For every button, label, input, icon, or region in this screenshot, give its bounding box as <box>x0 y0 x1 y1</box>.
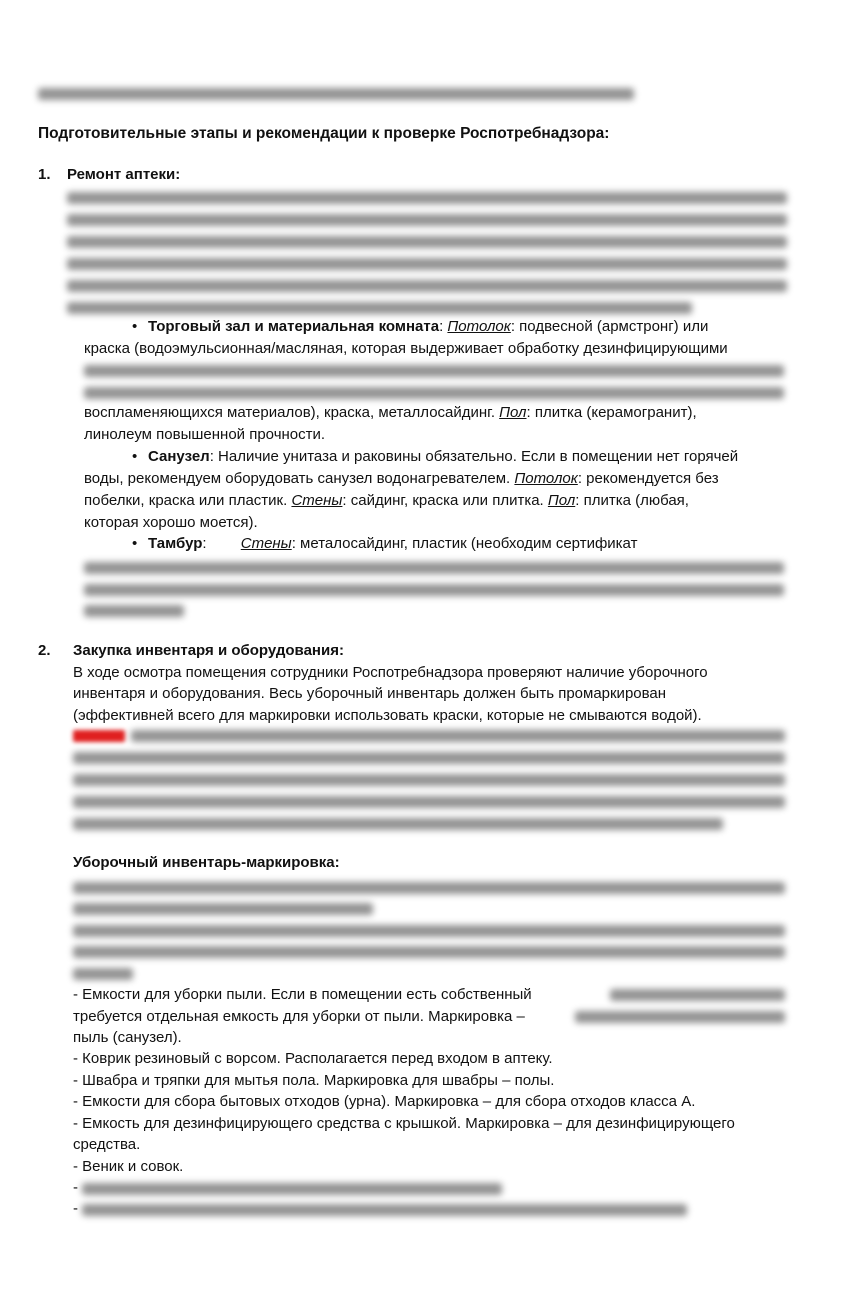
bullet-icon: • <box>132 448 138 465</box>
blurred-line <box>73 968 133 980</box>
blurred-line <box>84 584 784 596</box>
text-line: воспламеняющихся материалов), краска, металлосайдинг. Пол: плитка (керамогранит), <box>84 404 697 421</box>
bullet-trade-hall: • Торговый зал и материальная комната: Потолок: подвесной (армстронг) или <box>132 318 709 335</box>
list-item: требуется отдельная емкость для уборки от пыли. Маркировка – <box>73 1008 525 1025</box>
bullet-bathroom: • Санузел: Наличие унитаза и раковины обязательно. Если в помещении нет горячей <box>132 448 739 465</box>
list-item: средства. <box>73 1136 141 1153</box>
list-item: - Коврик резиновый с ворсом. Располагается перед входом в аптеку. <box>73 1050 553 1067</box>
blurred-header <box>38 88 634 100</box>
blurred-line <box>84 605 184 617</box>
text-line: которая хорошо моется). <box>84 514 258 531</box>
blurred-paragraph <box>67 192 787 314</box>
text-line: краска (водоэмульсионная/масляная, которая выдерживает обработку дезинфицирующими <box>84 340 728 357</box>
blurred-line <box>84 365 784 377</box>
section-2-heading: Закупка инвентаря и оборудования: <box>73 642 344 659</box>
text-line: линолеум повышенной прочности. <box>84 426 326 443</box>
section-2-number: 2. <box>38 642 51 659</box>
section-1-number: 1. <box>38 166 51 183</box>
blurred-note <box>73 730 785 830</box>
text-line: инвентаря и оборудования. Весь уборочный инвентарь должен быть промаркирован <box>73 685 667 702</box>
blurred-line <box>73 882 785 894</box>
list-item: - Швабра и тряпки для мытья пола. Маркировка для швабры – полы. <box>73 1072 555 1089</box>
doc-title: Подготовительные этапы и рекомендации к проверке Роспотребнадзора: <box>38 125 610 142</box>
blurred-fragment <box>610 989 785 1001</box>
blurred-line <box>73 925 785 937</box>
text-line: (эффективней всего для маркировки использовать краски, которые не смываются водой). <box>73 707 702 724</box>
list-item: - Емкости для уборки пыли. Если в помещении есть собственный <box>73 986 532 1003</box>
bullet-icon: • <box>132 535 138 552</box>
blurred-line <box>84 387 784 399</box>
list-item: пыль (санузел). <box>73 1029 182 1046</box>
list-item: - <box>73 1179 78 1196</box>
list-item: - <box>73 1200 78 1217</box>
highlight-marker <box>73 730 125 742</box>
blurred-line <box>73 903 373 915</box>
blurred-fragment <box>82 1183 502 1195</box>
list-item: - Емкости для сбора бытовых отходов (урна). Маркировка – для сбора отходов класса А. <box>73 1093 696 1110</box>
section-1-heading: Ремонт аптеки: <box>67 166 181 183</box>
blurred-fragment <box>82 1204 687 1216</box>
text-line: В ходе осмотра помещения сотрудники Роспотребнадзора проверяют наличие уборочного <box>73 664 708 681</box>
subheading-inventory: Уборочный инвентарь-маркировка: <box>73 854 340 871</box>
bullet-vestibule: • Тамбур: Стены: металосайдинг, пластик (необходим сертификат <box>132 535 638 552</box>
text-line: воды, рекомендуем оборудовать санузел водонагревателем. Потолок: рекомендуется без <box>84 470 719 487</box>
bullet-icon: • <box>132 318 138 335</box>
blurred-fragment <box>575 1011 785 1023</box>
text-line: побелки, краска или пластик. Стены: сайдинг, краска или плитка. Пол: плитка (любая, <box>84 492 689 509</box>
blurred-line <box>84 562 784 574</box>
blurred-line <box>73 946 785 958</box>
list-item: - Веник и совок. <box>73 1158 184 1175</box>
list-item: - Емкость для дезинфицирующего средства с крышкой. Маркировка – для дезинфицирующего <box>73 1115 735 1132</box>
